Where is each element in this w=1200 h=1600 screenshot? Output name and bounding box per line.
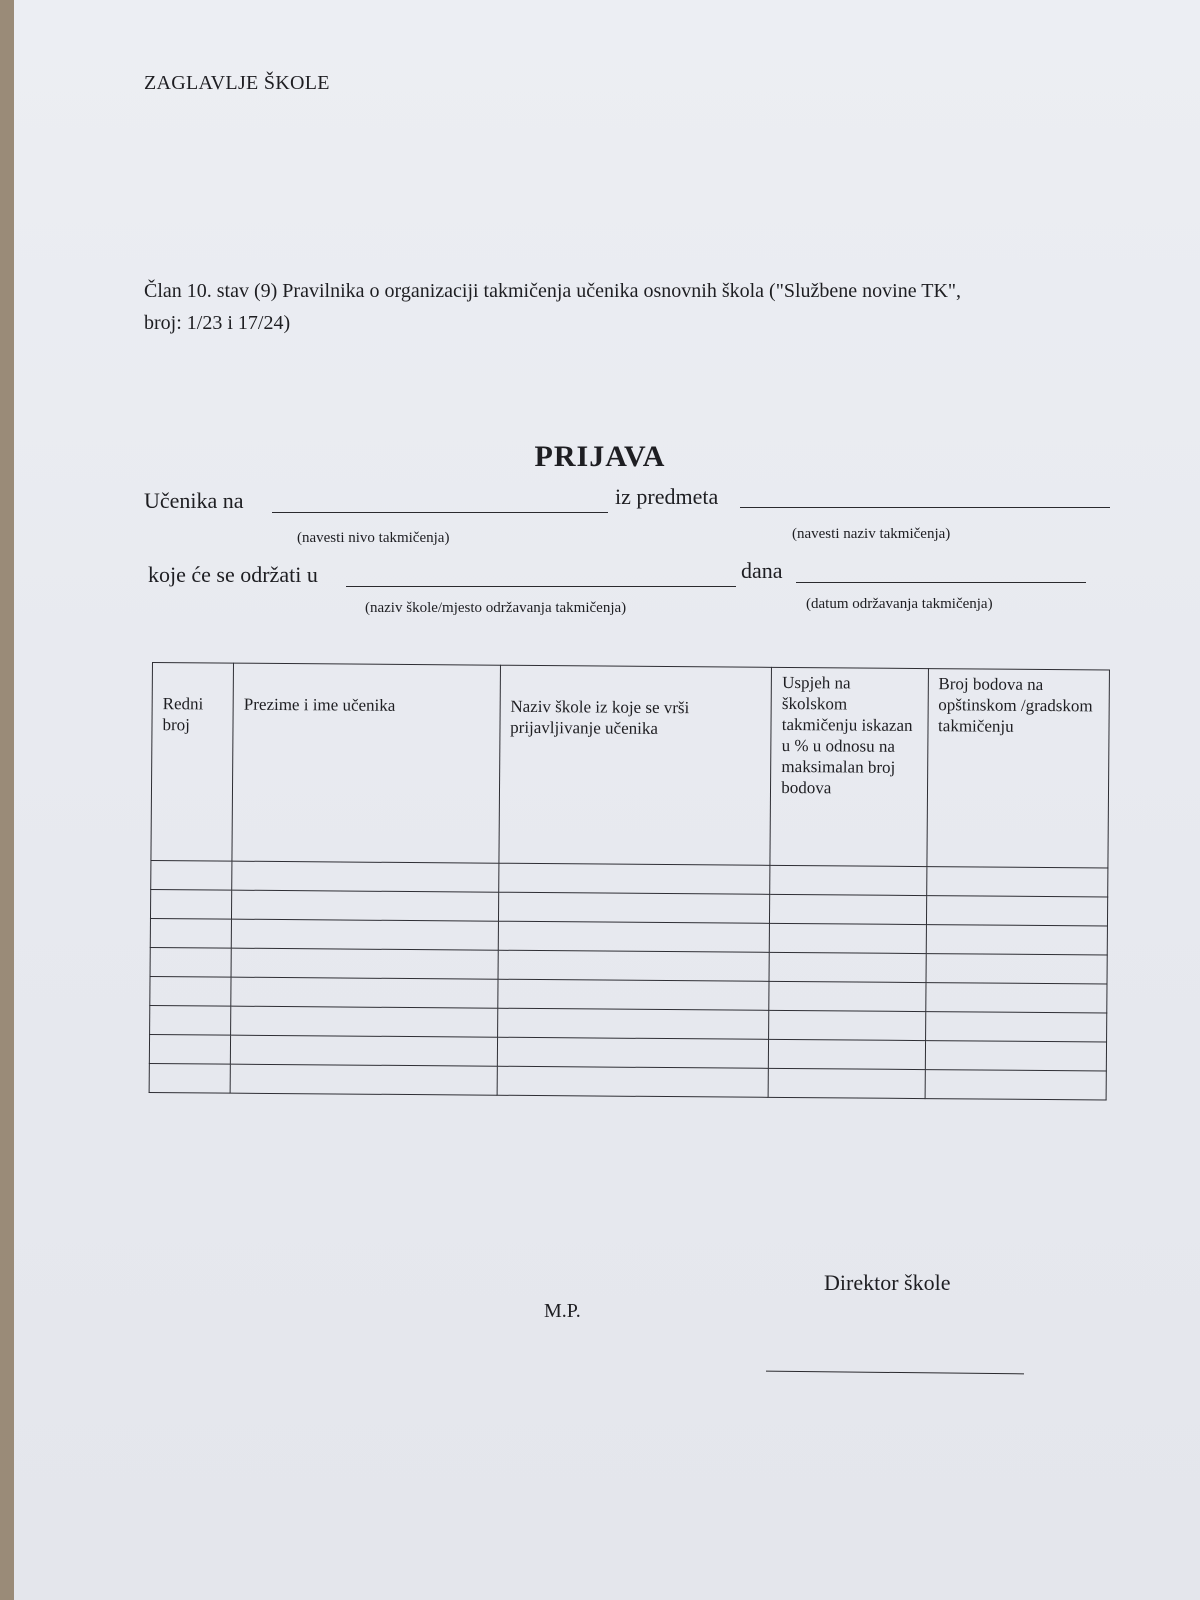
- table-cell[interactable]: [926, 867, 1108, 897]
- legal-reference-line-1: Član 10. stav (9) Pravilnika o organizaciji takmičenja učenika osnovnih škola ("Službene novine TK",: [144, 280, 962, 302]
- table-cell[interactable]: [231, 1035, 498, 1066]
- level-prefix-label: Učenika na: [144, 488, 244, 513]
- header-municipal-points: Broj bodova na opštinskom /gradskom takmičenju: [926, 669, 1109, 868]
- date-prefix-label: dana: [741, 558, 783, 583]
- location-prefix-label: koje će se održati u: [148, 562, 318, 587]
- table-cell[interactable]: [151, 860, 232, 890]
- table-cell[interactable]: [925, 1041, 1107, 1071]
- table-header-row: [151, 663, 1110, 869]
- school-header: ZAGLAVLJE ŠKOLE: [144, 72, 330, 94]
- table-cell[interactable]: [232, 890, 499, 921]
- table-cell[interactable]: [150, 918, 231, 948]
- table-cell[interactable]: [232, 861, 499, 892]
- students-table: [149, 662, 1110, 1101]
- form-title: PRIJAVA: [534, 440, 666, 473]
- subject-hint: (navesti naziv takmičenja): [792, 526, 951, 542]
- level-hint: (navesti nivo takmičenja): [297, 530, 450, 546]
- table-cell[interactable]: [770, 865, 927, 895]
- table-cell[interactable]: [925, 1070, 1107, 1100]
- header-ordinal: Redni broj: [151, 663, 234, 862]
- table-cell[interactable]: [926, 954, 1108, 984]
- date-input-line[interactable]: [796, 582, 1086, 583]
- table-cell[interactable]: [770, 923, 927, 953]
- director-label: Direktor škole: [824, 1270, 951, 1295]
- location-hint: (naziv škole/mjesto održavanja takmičenja): [365, 600, 627, 616]
- table-cell[interactable]: [231, 948, 498, 979]
- header-school-success: Uspjeh na školskom takmičenju iskazan u % u odnosu na maksimalan broj bodova: [770, 667, 928, 866]
- subject-prefix-label: iz predmeta: [615, 484, 719, 509]
- table-row: [149, 1063, 1106, 1100]
- table-cell[interactable]: [231, 919, 498, 950]
- header-student-name: Prezime i ime učenika: [232, 663, 500, 863]
- date-hint: (datum održavanja takmičenja): [806, 596, 993, 612]
- table-cell[interactable]: [498, 863, 770, 894]
- table-cell[interactable]: [497, 1037, 769, 1068]
- location-input-line[interactable]: [346, 586, 736, 587]
- table-cell[interactable]: [150, 889, 231, 919]
- table-cell[interactable]: [498, 892, 770, 923]
- table-cell[interactable]: [769, 952, 926, 982]
- signature-line[interactable]: [766, 1371, 1024, 1375]
- table-cell[interactable]: [497, 1066, 769, 1097]
- table-body: [149, 860, 1108, 1100]
- table-cell[interactable]: [769, 1010, 926, 1040]
- subject-input-line[interactable]: [740, 507, 1110, 508]
- table-cell[interactable]: [149, 1034, 230, 1064]
- table-cell[interactable]: [497, 1008, 769, 1039]
- table-cell[interactable]: [925, 1012, 1107, 1042]
- stamp-label: M.P.: [544, 1300, 581, 1322]
- legal-reference: [144, 275, 1104, 339]
- table-cell[interactable]: [770, 894, 927, 924]
- table-cell[interactable]: [149, 1063, 230, 1093]
- table-cell[interactable]: [926, 896, 1108, 926]
- document-page: [14, 0, 1200, 1600]
- level-input-line[interactable]: [272, 512, 608, 513]
- table-cell[interactable]: [926, 925, 1108, 955]
- table-cell[interactable]: [150, 976, 231, 1006]
- table-cell[interactable]: [150, 1005, 231, 1035]
- table-cell[interactable]: [925, 983, 1107, 1013]
- table-cell[interactable]: [231, 977, 498, 1008]
- table-cell[interactable]: [150, 947, 231, 977]
- table-cell[interactable]: [768, 1068, 925, 1098]
- table-cell[interactable]: [498, 921, 770, 952]
- header-school-name: Naziv škole iz koje se vrši prijavljivanje učenika: [499, 665, 772, 865]
- table-cell[interactable]: [769, 981, 926, 1011]
- table-cell[interactable]: [231, 1006, 498, 1037]
- legal-reference-line-2: broj: 1/23 i 17/24): [144, 312, 291, 334]
- table-cell[interactable]: [497, 979, 769, 1010]
- table-cell[interactable]: [230, 1064, 497, 1095]
- table-cell[interactable]: [769, 1039, 926, 1069]
- table-cell[interactable]: [498, 950, 770, 981]
